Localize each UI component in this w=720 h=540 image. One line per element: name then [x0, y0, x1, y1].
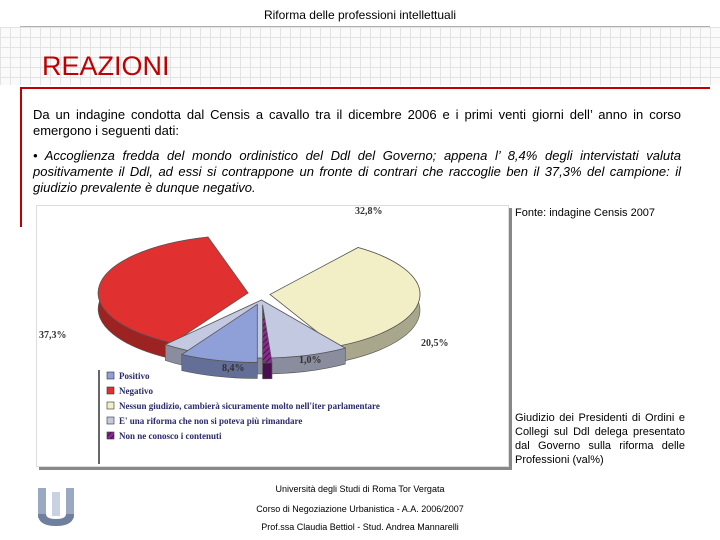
- bullet-paragraph: • Accoglienza fredda del mondo ordinistico del Ddl del Governo; appena l’ 8,4% degli intervistati valuta positivamente il Ddl, ad essi si contrappone un fronte di contrari che raccoglie ben il 37,3% del campione: il giudizio prevalente è dunque negativo.: [33, 148, 681, 195]
- footer-authors: Prof.ssa Claudia Bettiol - Stud. Andrea Mannarelli: [261, 522, 459, 532]
- pie-chart: [37, 206, 508, 466]
- legend-label: Nessun giudizio, cambierà sicuramente molto nell'iter parlamentare: [119, 401, 380, 411]
- slide-title: REAZIONI: [42, 51, 170, 81]
- legend-swatch: [107, 417, 114, 424]
- source-note: Fonte: indagine Censis 2007: [515, 207, 656, 219]
- pie-value-label: 37,3%: [39, 330, 67, 341]
- legend-swatch: [107, 402, 114, 409]
- legend-label: Non ne conosco i contenuti: [119, 431, 222, 441]
- chart-caption: Giudizio dei Presidenti di Ordini e Collegi sul Ddl delega presentato dal Governo sulla riforma delle Professioni (val%): [515, 412, 685, 466]
- pie-slice-side: [263, 363, 272, 379]
- intro-paragraph: Da un indagine condotta dal Censis a cavallo tra il dicembre 2006 e i primi venti giorni dell’ anno in corso emergono i seguenti dati:: [33, 107, 681, 138]
- header-title: Riforma delle professioni intellettuali: [263, 8, 457, 22]
- pie-value-label: 1,0%: [299, 355, 322, 366]
- legend-swatch: [107, 432, 114, 439]
- legend-label: Positivo: [119, 371, 150, 381]
- pie-value-label: 32,8%: [355, 206, 383, 217]
- footer-university: Università degli Studi di Roma Tor Vergata: [275, 484, 445, 494]
- header-divider: [20, 26, 710, 27]
- legend-swatch: [107, 372, 114, 379]
- legend-label: Negativo: [119, 386, 153, 396]
- pie-value-label: 20,5%: [421, 338, 449, 349]
- title-underline: [20, 87, 710, 89]
- legend-label: E' una riforma che non si poteva più rimandare: [119, 416, 303, 426]
- footer-course: Corso di Negoziazione Urbanistica - A.A. 2006/2007: [256, 504, 464, 514]
- pie-chart-box: [36, 205, 509, 467]
- pie-value-label: 8,4%: [222, 363, 245, 374]
- left-accent-bar: [20, 87, 22, 227]
- legend-swatch: [107, 387, 114, 394]
